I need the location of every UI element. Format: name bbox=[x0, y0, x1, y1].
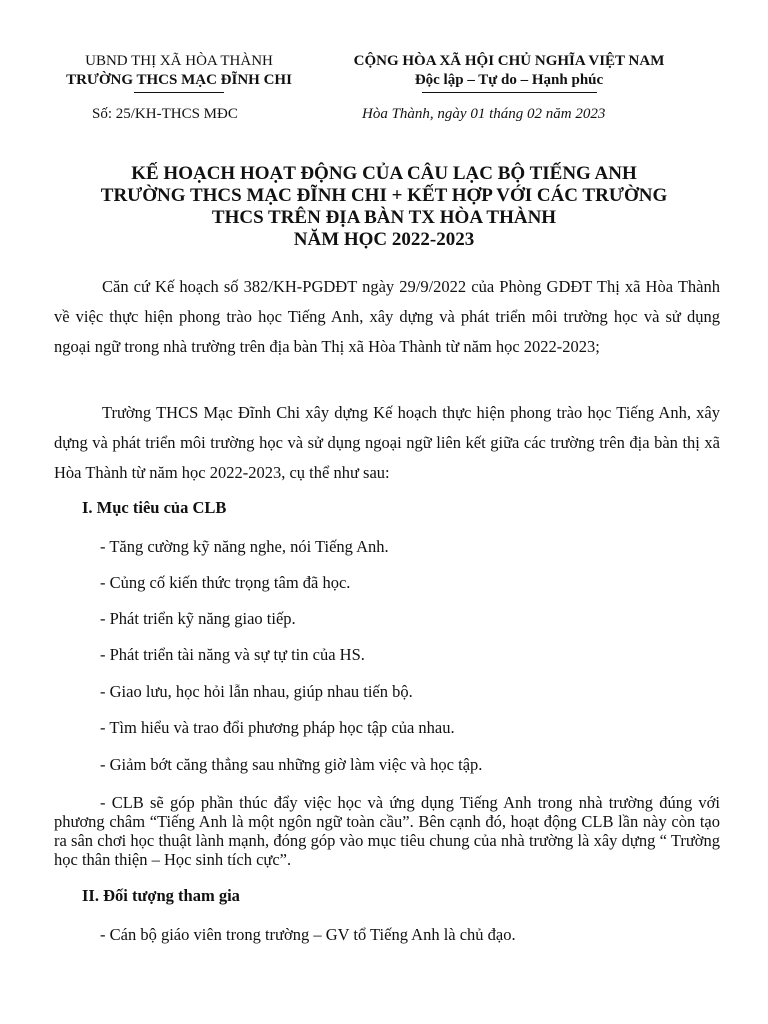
document-title bbox=[40, 163, 728, 251]
national-motto-block bbox=[320, 52, 698, 93]
title-line-4: NĂM HỌC 2022-2023 bbox=[293, 229, 475, 250]
list-item: - Tìm hiểu và trao đổi phương pháp học tập của nhau. bbox=[100, 718, 455, 737]
list-item: - Giao lưu, học hỏi lẫn nhau, giúp nhau tiến bộ. bbox=[100, 682, 413, 701]
list-item: - Phát triển kỹ năng giao tiếp. bbox=[100, 609, 296, 628]
school-name: TRƯỜNG THCS MẠC ĐĨNH CHI bbox=[66, 72, 292, 88]
document-date: Hòa Thành, ngày 01 tháng 02 năm 2023 bbox=[362, 106, 606, 122]
paragraph-club-purpose: - CLB sẽ góp phần thúc đẩy việc học và ứng dụng Tiếng Anh trong nhà trường đúng với phương châm “Tiếng Anh là một ngôn ngữ toàn cầu”. Bên cạnh đó, hoạt động CLB lần này còn tạo ra sân chơi học thuật lành mạnh, đóng góp vào mục tiêu chung của nhà trường là xây dựng “ Trường học thân thiện – Học sinh tích cực”. bbox=[54, 793, 720, 869]
paragraph-legal-basis: Căn cứ Kế hoạch số 382/KH-PGDĐT ngày 29/9/2022 của Phòng GDĐT Thị xã Hòa Thành về việc thực hiện phong trào học Tiếng Anh, xây dựng và phát triển môi trường học và sử dụng ngoại ngữ trong nhà trường trên địa bàn Thị xã Hòa Thành từ năm học 2022-2023; bbox=[54, 277, 720, 356]
school-name-underline bbox=[134, 92, 224, 93]
list-item: - Giảm bớt căng thẳng sau những giờ làm việc và học tập. bbox=[100, 755, 483, 774]
motto-underline bbox=[422, 92, 597, 93]
title-line-2: TRƯỜNG THCS MẠC ĐĨNH CHI + KẾT HỢP VỚI CÁC TRƯỜNG bbox=[100, 185, 668, 206]
authority-name: UBND THỊ XÃ HÒA THÀNH bbox=[85, 53, 273, 69]
issuing-authority-block bbox=[54, 52, 304, 93]
section-heading-participants: II. Đối tượng tham gia bbox=[82, 886, 240, 905]
document-number: Số: 25/KH-THCS MĐC bbox=[92, 106, 238, 122]
title-line-1: KẾ HOẠCH HOẠT ĐỘNG CỦA CÂU LẠC BỘ TIẾNG ANH bbox=[131, 163, 637, 184]
list-item: - Phát triển tài năng và sự tự tin của HS. bbox=[100, 645, 365, 664]
section-heading-objectives: I. Mục tiêu của CLB bbox=[82, 498, 227, 517]
title-line-3: THCS TRÊN ĐỊA BÀN TX HÒA THÀNH bbox=[211, 207, 557, 228]
paragraph-intro: Trường THCS Mạc Đĩnh Chi xây dựng Kế hoạch thực hiện phong trào học Tiếng Anh, xây dựng và phát triển môi trường học và sử dụng ngoại ngữ liên kết giữa các trường trên địa bàn thị xã Hòa Thành từ năm học 2022-2023, cụ thể như sau: bbox=[54, 403, 720, 482]
list-item: - Cán bộ giáo viên trong trường – GV tổ Tiếng Anh là chủ đạo. bbox=[100, 925, 516, 944]
country-name: CỘNG HÒA XÃ HỘI CHỦ NGHĨA VIỆT NAM bbox=[353, 53, 665, 69]
motto: Độc lập – Tự do – Hạnh phúc bbox=[414, 72, 604, 88]
list-item: - Củng cố kiến thức trọng tâm đã học. bbox=[100, 573, 351, 592]
list-item: - Tăng cường kỹ năng nghe, nói Tiếng Anh. bbox=[100, 537, 389, 556]
